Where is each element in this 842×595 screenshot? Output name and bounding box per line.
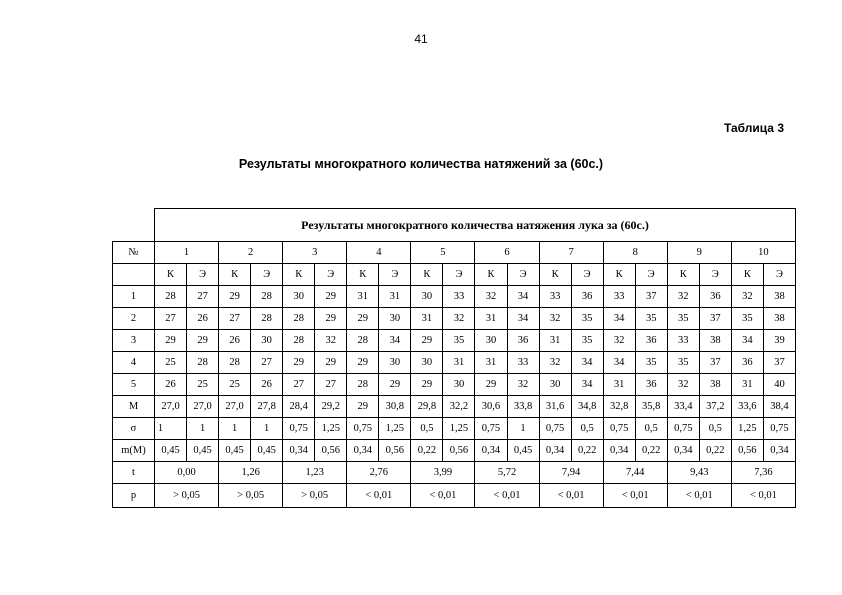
table-cell: 30 xyxy=(475,330,507,352)
sub-label: Э xyxy=(571,264,603,286)
table-cell: 31,6 xyxy=(539,396,571,418)
table-cell: 34 xyxy=(507,286,539,308)
table-cell: 37,2 xyxy=(699,396,731,418)
sub-label: Э xyxy=(187,264,219,286)
sub-label: К xyxy=(603,264,635,286)
table-cell: 34 xyxy=(731,330,763,352)
sub-label: Э xyxy=(379,264,411,286)
p-value-cell: > 0,05 xyxy=(155,484,219,508)
table-cell: 0,34 xyxy=(475,440,507,462)
group-number: 1 xyxy=(155,242,219,264)
group-number-row xyxy=(113,242,796,264)
table-cell: 35 xyxy=(571,330,603,352)
sub-label: Э xyxy=(315,264,347,286)
row-label: 4 xyxy=(113,352,155,374)
table-cell: 34 xyxy=(571,352,603,374)
table-cell: 37 xyxy=(699,352,731,374)
table-cell: 29,2 xyxy=(315,396,347,418)
table-cell: 31 xyxy=(731,374,763,396)
table-cell: 0,22 xyxy=(635,440,667,462)
table-cell: 25 xyxy=(187,374,219,396)
table-cell: 0,34 xyxy=(539,440,571,462)
table-cell: 0,5 xyxy=(571,418,603,440)
table-cell: 32 xyxy=(731,286,763,308)
t-value-cell: 9,43 xyxy=(667,462,731,484)
table-cell: 38 xyxy=(763,286,795,308)
group-number: 4 xyxy=(347,242,411,264)
table-cell: 0,45 xyxy=(187,440,219,462)
table-cell: 35 xyxy=(667,308,699,330)
row-label: 2 xyxy=(113,308,155,330)
table-cell: 27,8 xyxy=(251,396,283,418)
table-cell: 31 xyxy=(411,308,443,330)
table-cell: 36 xyxy=(507,330,539,352)
sub-label: К xyxy=(667,264,699,286)
table-cell: 28 xyxy=(251,308,283,330)
table-cell: 31 xyxy=(379,286,411,308)
table-cell: 38 xyxy=(699,374,731,396)
table-cell: 40 xyxy=(763,374,795,396)
table-row xyxy=(113,418,796,440)
table-cell: 28,4 xyxy=(283,396,315,418)
table-cell: 1 xyxy=(507,418,539,440)
table-cell: 30 xyxy=(539,374,571,396)
sub-label-row xyxy=(113,264,796,286)
table-cell: 26 xyxy=(155,374,187,396)
table-cell: 29 xyxy=(219,286,251,308)
table-row xyxy=(113,330,796,352)
t-row xyxy=(113,462,796,484)
table-cell: 30 xyxy=(443,374,475,396)
p-value-cell: < 0,01 xyxy=(347,484,411,508)
table-cell: 1,25 xyxy=(731,418,763,440)
table-header-row xyxy=(113,209,796,242)
table-cell: 27 xyxy=(283,374,315,396)
number-label: № xyxy=(113,242,155,264)
table-cell: 0,5 xyxy=(635,418,667,440)
table-cell: 26 xyxy=(187,308,219,330)
table-cell: 0,22 xyxy=(699,440,731,462)
sub-label: Э xyxy=(699,264,731,286)
table-cell: 28 xyxy=(155,286,187,308)
table-cell: 29,8 xyxy=(411,396,443,418)
table-cell: 0,56 xyxy=(315,440,347,462)
table-cell: 30 xyxy=(411,352,443,374)
header-blank-cell xyxy=(113,209,155,242)
row-label: 5 xyxy=(113,374,155,396)
table-cell: 0,75 xyxy=(539,418,571,440)
table-cell: 36 xyxy=(635,330,667,352)
table-cell: 28 xyxy=(251,286,283,308)
table-cell: 33 xyxy=(443,286,475,308)
table-cell: 0,5 xyxy=(411,418,443,440)
row-label: 1 xyxy=(113,286,155,308)
table-cell: 0,56 xyxy=(443,440,475,462)
table-cell: 27 xyxy=(315,374,347,396)
table-cell: 1,25 xyxy=(379,418,411,440)
table-cell: 34,8 xyxy=(571,396,603,418)
table-cell: 38 xyxy=(699,330,731,352)
table-cell: 29 xyxy=(315,286,347,308)
table-cell: 32 xyxy=(507,374,539,396)
t-value-cell: 7,36 xyxy=(731,462,795,484)
table-row xyxy=(113,352,796,374)
table-cell: 33,4 xyxy=(667,396,699,418)
table-cell: 27 xyxy=(155,308,187,330)
p-row xyxy=(113,484,796,508)
table-cell: 28 xyxy=(347,374,379,396)
p-value-cell: < 0,01 xyxy=(539,484,603,508)
sub-label: К xyxy=(155,264,187,286)
page-number: 41 xyxy=(414,32,428,46)
table-cell: 25 xyxy=(219,374,251,396)
table-cell: 27 xyxy=(219,308,251,330)
table-cell: 0,45 xyxy=(219,440,251,462)
sub-label: Э xyxy=(507,264,539,286)
group-number: 9 xyxy=(667,242,731,264)
table-cell: 35 xyxy=(635,308,667,330)
table-cell: 29 xyxy=(155,330,187,352)
table-cell: 1,25 xyxy=(315,418,347,440)
row-label: M xyxy=(113,396,155,418)
sub-label: К xyxy=(283,264,315,286)
table-cell: 37 xyxy=(635,286,667,308)
sub-label: К xyxy=(539,264,571,286)
table-cell: 37 xyxy=(763,352,795,374)
table-cell: 39 xyxy=(763,330,795,352)
t-value-cell: 7,94 xyxy=(539,462,603,484)
sub-label: К xyxy=(475,264,507,286)
table-cell: 29 xyxy=(411,330,443,352)
group-number: 8 xyxy=(603,242,667,264)
table-cell: 33 xyxy=(539,286,571,308)
group-number: 5 xyxy=(411,242,475,264)
t-value-cell: 2,76 xyxy=(347,462,411,484)
sub-label: Э xyxy=(443,264,475,286)
table-cell: 35 xyxy=(571,308,603,330)
t-value-cell: 0,00 xyxy=(155,462,219,484)
group-number: 6 xyxy=(475,242,539,264)
table-cell: 29 xyxy=(347,352,379,374)
table-cell: 32 xyxy=(667,286,699,308)
table-cell: 0,45 xyxy=(155,440,187,462)
table-cell: 0,75 xyxy=(763,418,795,440)
t-value-cell: 1,23 xyxy=(283,462,347,484)
table-cell: 32,8 xyxy=(603,396,635,418)
table-cell: 29 xyxy=(347,396,379,418)
table-cell: 0,34 xyxy=(347,440,379,462)
table-cell: 0,75 xyxy=(475,418,507,440)
table-cell: 33,8 xyxy=(507,396,539,418)
p-value-cell: < 0,01 xyxy=(667,484,731,508)
table-cell: 32 xyxy=(603,330,635,352)
table-cell: 31 xyxy=(539,330,571,352)
p-value-cell: < 0,01 xyxy=(475,484,539,508)
table-cell: 31 xyxy=(475,308,507,330)
t-value-cell: 1,26 xyxy=(219,462,283,484)
table-cell: 36 xyxy=(635,374,667,396)
sub-label: К xyxy=(219,264,251,286)
table-cell: 29 xyxy=(347,308,379,330)
table-cell: 0,45 xyxy=(507,440,539,462)
table-cell: 29 xyxy=(379,374,411,396)
table-cell: 33 xyxy=(603,286,635,308)
table-cell: 0,75 xyxy=(603,418,635,440)
table-cell: 27,0 xyxy=(155,396,187,418)
table-cell: 0,34 xyxy=(667,440,699,462)
table-cell: 32 xyxy=(539,308,571,330)
row-label: m(M) xyxy=(113,440,155,462)
table-cell: 30 xyxy=(379,352,411,374)
table-cell: 0,56 xyxy=(731,440,763,462)
table-cell: 29 xyxy=(411,374,443,396)
table-cell: 0,34 xyxy=(763,440,795,462)
table-cell: 29 xyxy=(283,352,315,374)
table-cell: 0,34 xyxy=(603,440,635,462)
table-cell: 29 xyxy=(315,308,347,330)
table-cell: 0,22 xyxy=(571,440,603,462)
table-cell: 28 xyxy=(283,330,315,352)
table-cell: 27,0 xyxy=(187,396,219,418)
table-cell: 28 xyxy=(187,352,219,374)
table-cell: 35 xyxy=(635,352,667,374)
document-title: Результаты многократного количества натяжений за (60с.) xyxy=(238,157,604,171)
table-cell: 30 xyxy=(379,308,411,330)
table-cell: 32 xyxy=(475,286,507,308)
table-cell: 28 xyxy=(347,330,379,352)
table-header: Результаты многократного количества натяжения лука за (60с.) xyxy=(155,209,796,242)
sub-label: Э xyxy=(251,264,283,286)
sub-label: К xyxy=(347,264,379,286)
table-cell: 31 xyxy=(475,352,507,374)
table-row xyxy=(113,440,796,462)
table-cell: 36 xyxy=(731,352,763,374)
table-cell: 30 xyxy=(251,330,283,352)
t-value-cell: 5,72 xyxy=(475,462,539,484)
sub-label: К xyxy=(731,264,763,286)
table-cell: 0,34 xyxy=(283,440,315,462)
table-cell: 34 xyxy=(571,374,603,396)
table-caption: Таблица 3 xyxy=(723,121,784,135)
table-cell: 30,8 xyxy=(379,396,411,418)
p-value-cell: > 0,05 xyxy=(283,484,347,508)
table-cell: 0,75 xyxy=(667,418,699,440)
table-cell: 25 xyxy=(155,352,187,374)
p-value-cell: < 0,01 xyxy=(731,484,795,508)
table-cell: 26 xyxy=(251,374,283,396)
table-cell: 29 xyxy=(187,330,219,352)
table-cell: 32 xyxy=(539,352,571,374)
table-cell: 0,75 xyxy=(283,418,315,440)
table-cell: 38 xyxy=(763,308,795,330)
table-cell: 33,6 xyxy=(731,396,763,418)
row-label: σ xyxy=(113,418,155,440)
table-cell: 26 xyxy=(219,330,251,352)
table-cell: 27 xyxy=(187,286,219,308)
table-cell: 30,6 xyxy=(475,396,507,418)
row-label: t xyxy=(113,462,155,484)
table-cell: 0,75 xyxy=(347,418,379,440)
table-cell: 37 xyxy=(699,308,731,330)
table-cell: 38,4 xyxy=(763,396,795,418)
t-value-cell: 3,99 xyxy=(411,462,475,484)
table-cell: 31 xyxy=(347,286,379,308)
table-cell: 33 xyxy=(667,330,699,352)
table-cell: 31 xyxy=(443,352,475,374)
table-row xyxy=(113,374,796,396)
group-number: 10 xyxy=(731,242,795,264)
p-value-cell: < 0,01 xyxy=(603,484,667,508)
table-cell: 30 xyxy=(283,286,315,308)
table-cell: 35,8 xyxy=(635,396,667,418)
group-number: 3 xyxy=(283,242,347,264)
table-cell: 32 xyxy=(315,330,347,352)
table-cell: 1 xyxy=(251,418,283,440)
table-cell: 1,25 xyxy=(443,418,475,440)
sub-label: Э xyxy=(635,264,667,286)
p-value-cell: < 0,01 xyxy=(411,484,475,508)
table-cell: 0,22 xyxy=(411,440,443,462)
sub-label: К xyxy=(411,264,443,286)
table-cell: 27 xyxy=(251,352,283,374)
t-value-cell: 7,44 xyxy=(603,462,667,484)
table-cell: 34 xyxy=(603,352,635,374)
table-cell: 29 xyxy=(475,374,507,396)
table-cell: 0,5 xyxy=(699,418,731,440)
group-number: 7 xyxy=(539,242,603,264)
table-cell: 0,45 xyxy=(251,440,283,462)
table-cell: 32 xyxy=(667,374,699,396)
table-cell: 35 xyxy=(731,308,763,330)
table-cell: 1 xyxy=(219,418,251,440)
table-cell: 34 xyxy=(507,308,539,330)
table-cell: 30 xyxy=(411,286,443,308)
table-cell: 1 xyxy=(187,418,219,440)
table-cell: 0,56 xyxy=(379,440,411,462)
table-cell: 29 xyxy=(315,352,347,374)
table-cell: 28 xyxy=(283,308,315,330)
table-cell: 1 xyxy=(155,418,187,440)
row-label: 3 xyxy=(113,330,155,352)
row-label: p xyxy=(113,484,155,508)
table-cell: 35 xyxy=(667,352,699,374)
table-cell: 31 xyxy=(603,374,635,396)
table-row xyxy=(113,308,796,330)
table-cell: 28 xyxy=(219,352,251,374)
results-table xyxy=(112,208,796,508)
table-cell: 27,0 xyxy=(219,396,251,418)
p-value-cell: > 0,05 xyxy=(219,484,283,508)
table-cell: 36 xyxy=(571,286,603,308)
table-cell: 36 xyxy=(699,286,731,308)
sub-label-blank xyxy=(113,264,155,286)
table-row xyxy=(113,396,796,418)
sub-label: Э xyxy=(763,264,795,286)
table-cell: 34 xyxy=(603,308,635,330)
table-cell: 32 xyxy=(443,308,475,330)
table-cell: 32,2 xyxy=(443,396,475,418)
table-cell: 34 xyxy=(379,330,411,352)
group-number: 2 xyxy=(219,242,283,264)
table-cell: 33 xyxy=(507,352,539,374)
table-cell: 35 xyxy=(443,330,475,352)
table-row xyxy=(113,286,796,308)
